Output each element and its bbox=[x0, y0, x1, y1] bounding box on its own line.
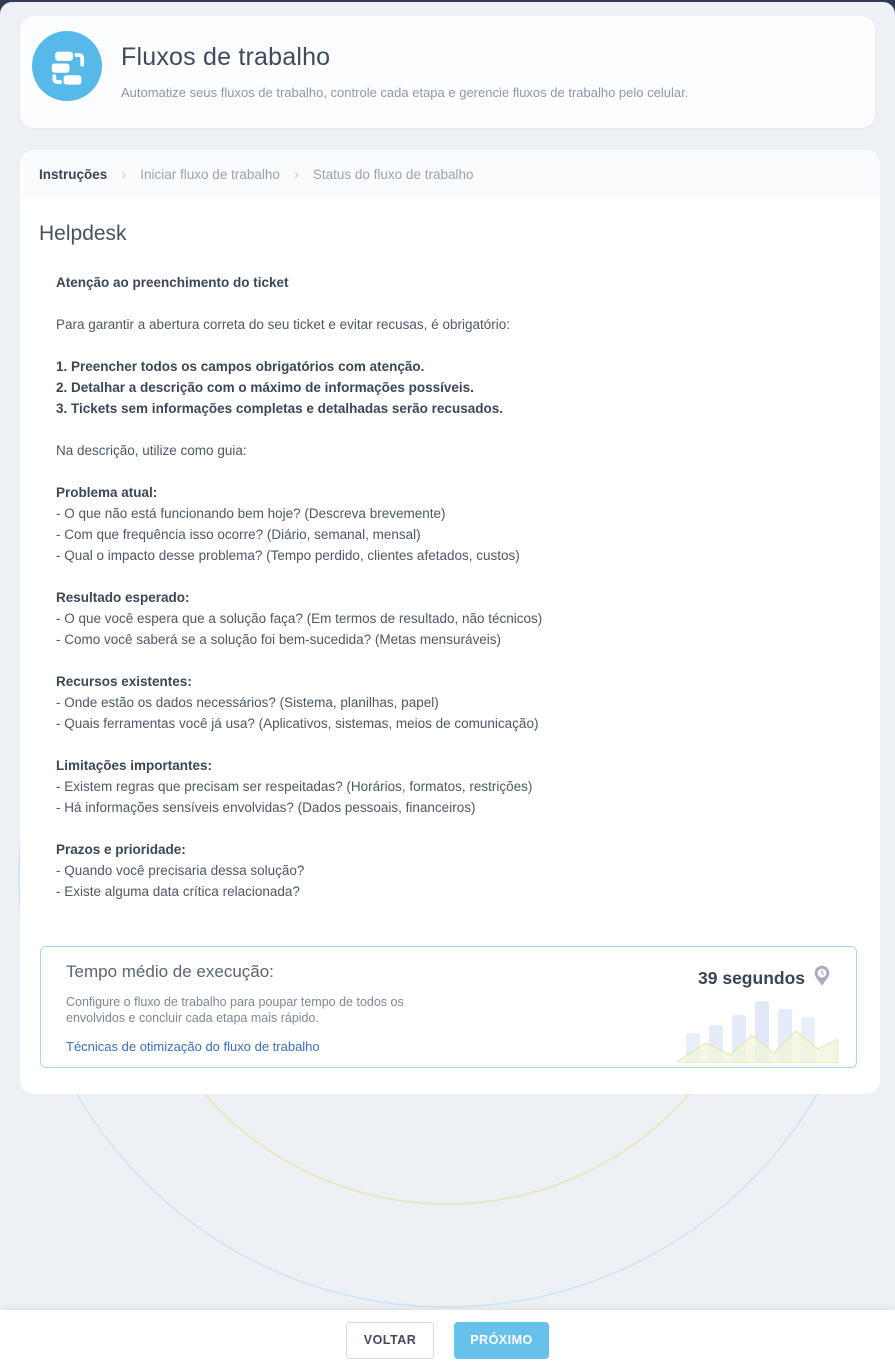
instruction-paragraph bbox=[56, 356, 860, 419]
instruction-paragraph bbox=[56, 314, 860, 335]
execution-time-value-row bbox=[698, 965, 831, 992]
execution-time-value: 39 segundos bbox=[698, 968, 805, 988]
execution-time-card bbox=[40, 946, 857, 1068]
breadcrumb-item-1[interactable]: Iniciar fluxo de trabalho bbox=[140, 166, 280, 182]
instruction-line: - Quais ferramentas você já usa? (Aplicativos, sistemas, meios de comunicação) bbox=[56, 716, 539, 731]
instruction-line: - Com que frequência isso ocorre? (Diário, semanal, mensal) bbox=[56, 527, 421, 542]
instruction-paragraph bbox=[56, 440, 860, 461]
instruction-line: Recursos existentes: bbox=[56, 674, 192, 689]
workflow-icon bbox=[32, 31, 102, 101]
next-button[interactable]: PRÓXIMO bbox=[454, 1322, 549, 1359]
instruction-line: - O que não está funcionando bem hoje? (Descreva brevemente) bbox=[56, 506, 446, 521]
instruction-paragraph bbox=[56, 839, 860, 902]
instruction-line: - Quando você precisaria dessa solução? bbox=[56, 863, 305, 878]
instruction-line: - Há informações sensíveis envolvidas? (Dados pessoais, financeiros) bbox=[56, 800, 476, 815]
instruction-line: Na descrição, utilize como guia: bbox=[56, 443, 247, 458]
instruction-line: - Onde estão os dados necessários? (Sistema, planilhas, papel) bbox=[56, 695, 439, 710]
instruction-paragraph bbox=[56, 587, 860, 650]
instruction-paragraph bbox=[56, 671, 860, 734]
app-container bbox=[0, 2, 895, 1370]
instruction-line: Resultado esperado: bbox=[56, 590, 190, 605]
instruction-line: - Existem regras que precisam ser respeitadas? (Horários, formatos, restrições) bbox=[56, 779, 533, 794]
instruction-line: Prazos e prioridade: bbox=[56, 842, 186, 857]
chevron-right-icon: › bbox=[293, 165, 299, 183]
instructions-text bbox=[56, 272, 860, 902]
page-title: Fluxos de trabalho bbox=[121, 43, 331, 71]
instruction-line: 1. Preencher todos os campos obrigatórios com atenção. bbox=[56, 359, 425, 374]
content-title: Helpdesk bbox=[39, 222, 127, 245]
instruction-line: - O que você espera que a solução faça? (Em termos de resultado, não técnicos) bbox=[56, 611, 543, 626]
execution-time-description: Configure o fluxo de trabalho para poupar tempo de todos os envolvidos e concluir cada etapa mais rápido. bbox=[66, 995, 404, 1025]
instruction-line: 3. Tickets sem informações completas e detalhadas serão recusados. bbox=[56, 401, 503, 416]
instruction-paragraph bbox=[56, 755, 860, 818]
execution-time-text bbox=[66, 962, 451, 1056]
footer-bar bbox=[0, 1310, 895, 1370]
header-card bbox=[20, 16, 875, 128]
time-pin-icon bbox=[813, 965, 831, 992]
instruction-line: - Qual o impacto desse problema? (Tempo perdido, clientes afetados, custos) bbox=[56, 548, 520, 563]
breadcrumb-item-2[interactable]: Status do fluxo de trabalho bbox=[312, 166, 474, 182]
execution-time-label: Tempo médio de execução: bbox=[66, 962, 274, 981]
instruction-line: Limitações importantes: bbox=[56, 758, 213, 773]
instruction-paragraph bbox=[56, 482, 860, 566]
decorative-chart bbox=[678, 999, 838, 1063]
instruction-paragraph bbox=[56, 272, 860, 293]
instruction-line: Atenção ao preenchimento do ticket bbox=[56, 275, 289, 290]
back-button[interactable]: VOLTAR bbox=[346, 1322, 434, 1359]
instruction-line: - Existe alguma data crítica relacionada? bbox=[56, 884, 300, 899]
instruction-line: 2. Detalhar a descrição com o máximo de informações possíveis. bbox=[56, 380, 474, 395]
instruction-line: - Como você saberá se a solução foi bem-sucedida? (Metas mensuráveis) bbox=[56, 632, 501, 647]
main-card bbox=[20, 150, 880, 1094]
breadcrumb bbox=[20, 150, 880, 198]
chevron-right-icon: › bbox=[121, 165, 127, 183]
page-subtitle: Automatize seus fluxos de trabalho, controle cada etapa e gerencie fluxos de trabalho pelo celular. bbox=[121, 85, 689, 100]
header-text bbox=[121, 43, 855, 100]
optimization-link[interactable]: Técnicas de otimização do fluxo de trabalho bbox=[66, 1039, 320, 1054]
content-area bbox=[20, 198, 880, 902]
breadcrumb-item-0[interactable]: Instruções bbox=[39, 166, 108, 182]
instruction-line: Problema atual: bbox=[56, 485, 158, 500]
instruction-line: Para garantir a abertura correta do seu ticket e evitar recusas, é obrigatório: bbox=[56, 317, 510, 332]
